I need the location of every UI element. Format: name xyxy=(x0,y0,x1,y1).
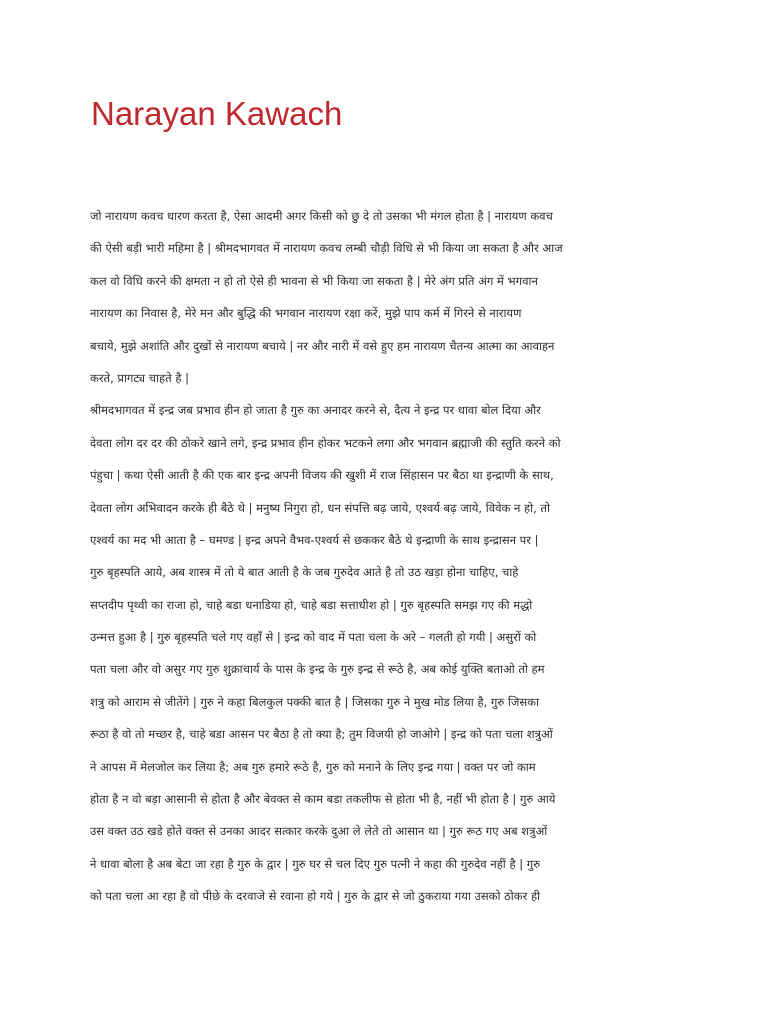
text-line: एश्वर्य का मद भी आता है – घमण्ड | इन्द्र अपने वैभव-एश्वर्य से छककर बैठे थे इन्द्राणी के साथ इन्द्रासन पर | xyxy=(90,532,539,547)
text-line: पता चला और वो असुर गए गुरु शुक्राचार्य के पास के इन्द्र के गुरु इन्द्र से रूठे है, अब कोई युक्ति बताओ तो हम xyxy=(90,662,545,677)
text-line: होता है न वो बड़ा आसानी से होता है और बेवक्त से काम बडा तकलीफ से होता भी है, नहीं भी होता है | गुरु आये xyxy=(90,792,556,807)
text-line: शत्रु को आराम से जीतेंगे | गुरु ने कहा बिलकुल पक्की बात है | जिसका गुरु ने मुख मोड लिया है, गुरु जिसका xyxy=(90,694,539,709)
text-line: को पता चला आ रहा है वो पीछे के दरवाजे से रवाना हो गये | गुरु के द्वार से जो ठुकराया गया उसको ठोकर ही xyxy=(90,889,541,904)
text-line: रूठा है वो तो मच्छर है, चाहे बडा आसन पर बैठा है तो क्या है; तुम विजयी हो जाओगे | इन्द्र को पता चला शत्रुओं xyxy=(90,727,553,742)
text-line: कल वो विधि करने की क्षमता न हो तो ऐसे ही भावना से भी किया जा सकता है | मेरे अंग प्रति अंग में भगवान xyxy=(90,273,538,288)
text-line: करते, प्रागट्य चाहते है | xyxy=(90,370,189,385)
text-line: गुरु बृहस्पति आये, अब शास्त्र में तो ये बात आती है के जब गुरुदेव आते है तो उठ खड़ा होना चाहिए, चाहे xyxy=(90,565,519,580)
text-line: ने आपस में मेलजोल कर लिया है; अब गुरु हमारे रूठे है, गुरु को मनाने के लिए इन्द्र गया | वक्त पर जो काम xyxy=(90,759,536,774)
document-body xyxy=(90,206,680,919)
text-line: पंहुचा | कथा ऐसी आती है की एक बार इन्द्र अपनी विजय की खुशी में राज सिंहासन पर बैठा था इन्द्राणी के साथ, xyxy=(90,468,554,483)
text-line: उन्मत्त हुआ है | गुरु बृहस्पति चले गए वहाँ से | इन्द्र को वाद में पता चला के अरे – गलती हो गयी | असुरों को xyxy=(90,630,537,645)
text-line: देवता लोग दर दर की ठोकरे खाने लगे, इन्द्र प्रभाव हीन होकर भटकने लगा और भगवान ब्रह्माजी की स्तुति करने को xyxy=(90,435,561,450)
text-line: उस वक्त उठ खडे होते वक्त से उनका आदर सत्कार करके दुआ ले लेते तो आसान था | गुरु रूठ गए अब शत्रुओं xyxy=(90,824,548,839)
document-title: Narayan Kawach xyxy=(91,95,343,132)
text-line: जो नारायण कवच धारण करता है, ऐसा आदमी अगर किसी को छु दे तो उसका भी मंगल होता है | नारायण कवच xyxy=(90,209,553,223)
text-line: बचाये, मुझे अशांति और दुखों से नारायण बचाये | नर और नारी में वसे हुए हम नारायण चैतन्य आत्मा का आवाहन xyxy=(90,338,555,353)
text-line: श्रीमदभागवत में इन्द्र जब प्रभाव हीन हो जाता है गुरु का अनादर करने से, दैत्य ने इन्द्र पर धावा बोल दिया और xyxy=(90,403,541,418)
text-line: सप्तदीप पृथ्वी का राजा हो, चाहे बडा धनाडिया हो, चाहे बडा सत्ताधीश हो | गुरु बृहस्पति समझ गए की मद्धो xyxy=(90,597,533,612)
text-line: नारायण का निवास है, मेरे मन और बुद्धि की भगवान नारायण रक्षा करें, मुझे पाप कर्म में गिरने से नारायण xyxy=(90,306,522,321)
text-line: देवता लोग अभिवादन करके ही बैठे थे | मनुष्य निगुरा हो, धन संपत्ति बढ़ जाये, एश्वर्य बढ़ जाये, विवेक न हो, तो xyxy=(90,500,550,515)
text-line: की ऐसी बड़ी भारी महिमा है | श्रीमदभागवत में नारायण कवच लम्बी चौड़ी विधि से भी किया जा सकता है और आज xyxy=(90,241,563,256)
text-line: ने धावा बोला है अब बेटा जा रहा है गुरु के द्वार | गुरु घर से चल दिए गुरु पत्नी ने कहा की गुरुदेव नहीं है | गुरु xyxy=(90,856,541,871)
